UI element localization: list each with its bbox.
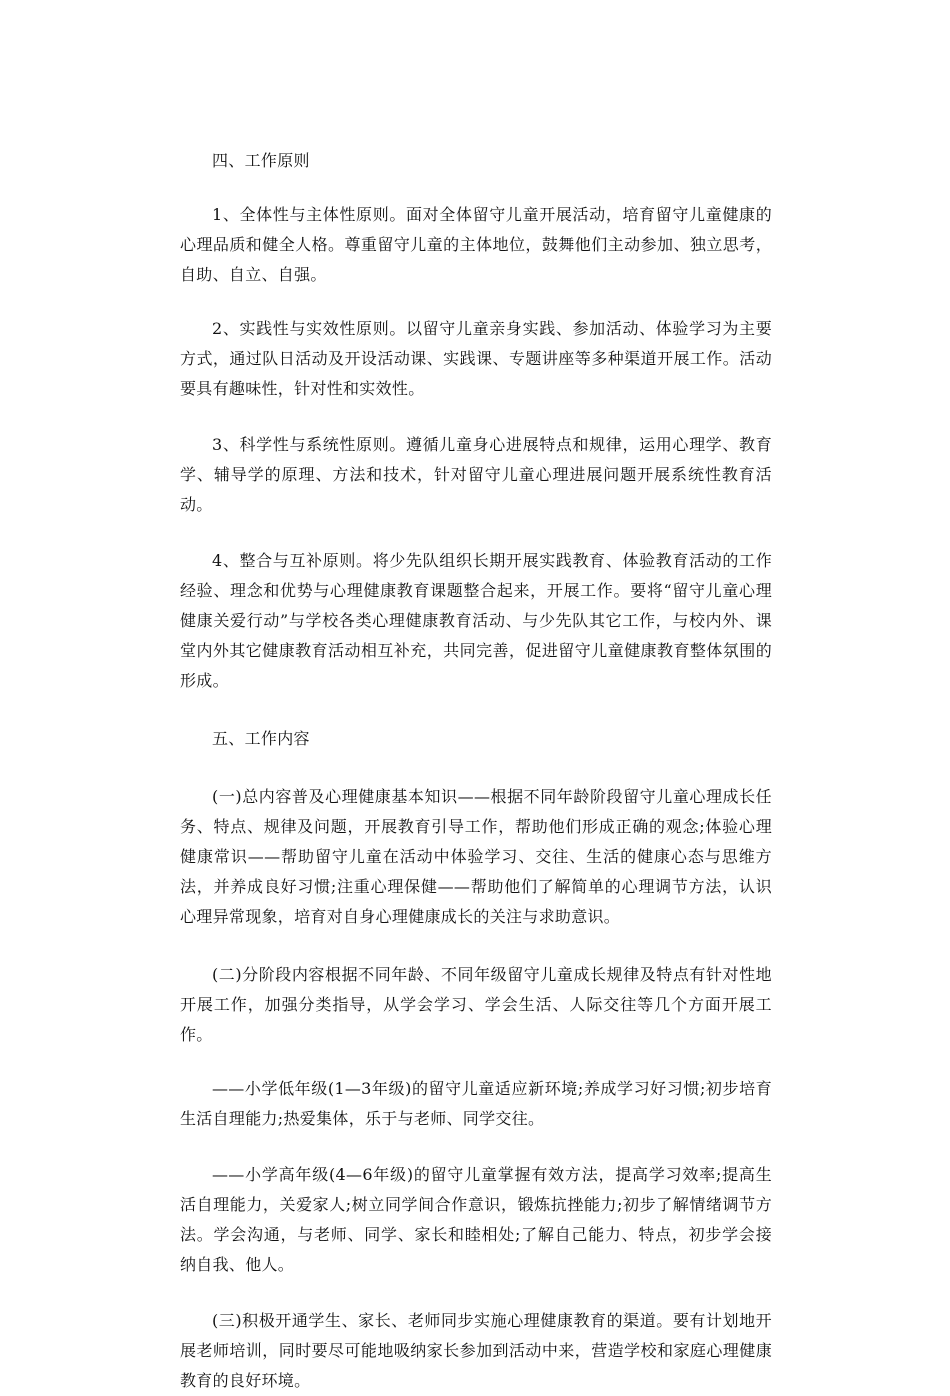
document-body — [180, 146, 772, 1396]
paragraph-principle-4: 4、整合与互补原则。将少先队组织长期开展实践教育、体验教育活动的工作经验、理念和优势与心理健康教育课题整合起来，开展工作。要将“留守儿童心理健康关爱行动”与学校各类心理健康教育活动、与少先队其它工作，与校内外、课堂内外其它健康教育活动相互补充，共同完善，促进留守儿童健康教育整体氛围的形成。 — [180, 551, 772, 690]
paragraph-content-3: (三)积极开通学生、家长、老师同步实施心理健康教育的渠道。要有计划地开展老师培训，同时要尽可能地吸纳家长参加到活动中来，营造学校和家庭心理健康教育的良好环境。 — [180, 1311, 772, 1390]
section-heading-principles: 四、工作原则 — [212, 151, 310, 170]
paragraph-content-2: (二)分阶段内容根据不同年龄、不同年级留守儿童成长规律及特点有针对性地开展工作，加强分类指导，从学会学习、学会生活、人际交往等几个方面开展工作。 — [180, 965, 772, 1044]
paragraph-principle-3: 3、科学性与系统性原则。遵循儿童身心进展特点和规律，运用心理学、教育学、辅导学的原理、方法和技术，针对留守儿童心理进展问题开展系统性教育活动。 — [180, 435, 772, 514]
paragraph-stage-low-grade: ——小学低年级(1—3年级)的留守儿童适应新环境;养成学习好习惯;初步培育生活自理能力;热爱集体，乐于与老师、同学交往。 — [180, 1079, 772, 1128]
paragraph-stage-high-grade: ——小学高年级(4—6年级)的留守儿童掌握有效方法，提高学习效率;提高生活自理能力，关爱家人;树立同学间合作意识，锻炼抗挫能力;初步了解情绪调节方法。学会沟通，与老师、同学、家长和睦相处;了解自己能力、特点，初步学会接纳自我、他人。 — [180, 1165, 772, 1274]
paragraph-principle-2: 2、实践性与实效性原则。以留守儿童亲身实践、参加活动、体验学习为主要方式，通过队日活动及开设活动课、实践课、专题讲座等多种渠道开展工作。活动要具有趣味性，针对性和实效性。 — [180, 319, 772, 398]
section-heading-content: 五、工作内容 — [212, 729, 310, 748]
paragraph-principle-1: 1、全体性与主体性原则。面对全体留守儿童开展活动，培育留守儿童健康的心理品质和健全人格。尊重留守儿童的主体地位，鼓舞他们主动参加、独立思考，自助、自立、自强。 — [180, 205, 772, 284]
paragraph-content-1: (一)总内容普及心理健康基本知识——根据不同年龄阶段留守儿童心理成长任务、特点、规律及问题，开展教育引导工作，帮助他们形成正确的观念;体验心理健康常识——帮助留守儿童在活动中体验学习、交往、生活的健康心态与思维方法，并养成良好习惯;注重心理保健——帮助他们了解简单的心理调节方法，认识心理异常现象，培育对自身心理健康成长的关注与求助意识。 — [180, 787, 772, 926]
